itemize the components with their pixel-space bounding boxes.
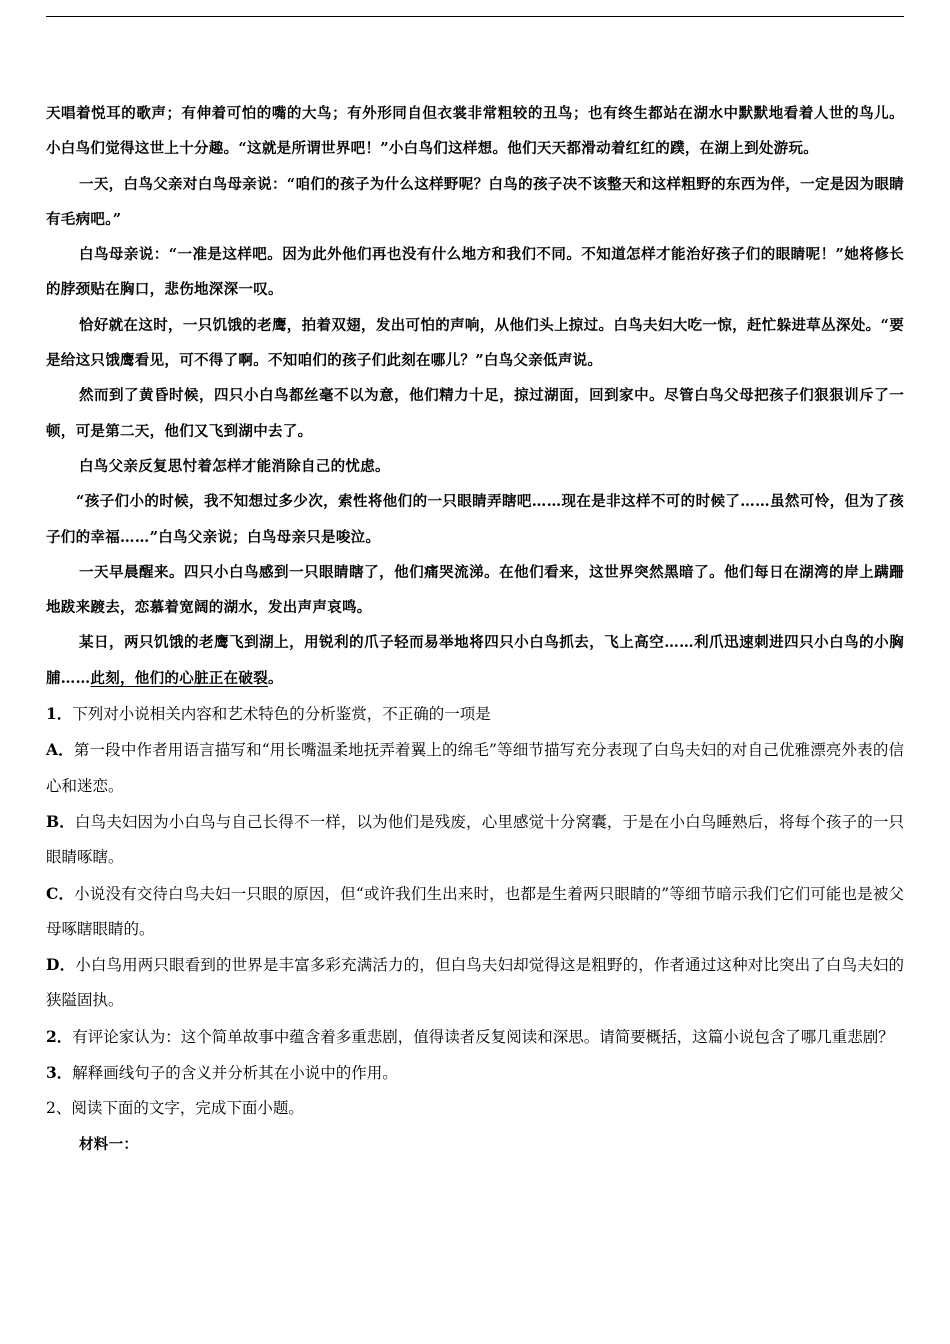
option-label: D． bbox=[46, 955, 76, 975]
option-c bbox=[46, 876, 904, 948]
story-paragraph: 一天，白鸟父亲对白鸟母亲说：“咱们的孩子为什么这样野呢？白鸟的孩子决不该整天和这样粗野的东西为伴，一定是因为眼睛有毛病吧。” bbox=[46, 175, 904, 228]
story-paragraph: 然而到了黄昏时候，四只小白鸟都丝毫不以为意，他们精力十足，掠过湖面，回到家中。尽管白鸟父母把孩子们狠狠训斥了一顿，可是第二天，他们又飞到湖中去了。 bbox=[46, 387, 904, 440]
question-number: 3． bbox=[46, 1063, 73, 1083]
option-label: B． bbox=[46, 811, 75, 831]
story-paragraph: 一天早晨醒来。四只小白鸟感到一只眼睛瞎了，他们痛哭流涕。在他们看来，这世界突然黑暗了。他们每日在湖湾的岸上蹒跚地跋来踱去，恋慕着宽阔的湖水，发出声声哀鸣。 bbox=[46, 563, 904, 617]
story-paragraph bbox=[46, 625, 904, 696]
question-number: 1． bbox=[46, 704, 73, 724]
story-text: 某日，两只饥饿的老鹰飞到湖上，用锐利的爪子轻而易举地将四只小白鸟抓去，飞上高空……利爪迅速刺进四只小白鸟的小胸脯…… bbox=[46, 634, 904, 687]
option-text: 白鸟夫妇因为小白鸟与自己长得不一样，以为他们是残废，心里感觉十分窝囊，于是在小白鸟睡熟后，将每个孩子的一只眼睛啄瞎。 bbox=[46, 812, 904, 867]
question-text: 有评论家认为：这个简单故事中蕴含着多重悲剧，值得读者反复阅读和深思。请简要概括，这篇小说包含了哪几重悲剧？ bbox=[72, 1027, 894, 1046]
option-text: 小白鸟用两只眼看到的世界是丰富多彩充满活力的，但白鸟夫妇却觉得这是粗野的，作者通过这种对比突出了白鸟夫妇的狭隘固执。 bbox=[46, 956, 904, 1010]
option-d bbox=[46, 947, 904, 1019]
story-paragraph: 白鸟母亲说：“一准是这样吧。因为此外他们再也没有什么地方和我们不同。不知道怎样才能治好孩子们的眼睛呢！”她将修长的脖颈贴在胸口，悲伤地深深一叹。 bbox=[46, 246, 904, 299]
question-2 bbox=[46, 1019, 904, 1055]
question-number: 2． bbox=[46, 1026, 73, 1046]
story-paragraph: 恰好就在这时，一只饥饿的老鹰，拍着双翅，发出可怕的声响，从他们头上掠过。白鸟夫妇大吃一惊，赶忙躲进草丛深处。“要是给这只饿鹰看见，可不得了啊。不知咱们的孩子们此刻在哪儿？”白鸟父亲低声说。 bbox=[46, 316, 904, 370]
option-text: 小说没有交待白鸟夫妇一只眼的原因，但“或许我们生出来时，也都是生着两只眼睛的”等细节暗示我们它们可能也是被父母啄瞎眼睛的。 bbox=[46, 884, 904, 938]
question-1 bbox=[46, 696, 904, 732]
option-a bbox=[46, 732, 904, 804]
option-b bbox=[46, 804, 904, 876]
underlined-sentence: 此刻，他们的心脏正在破裂 bbox=[90, 669, 269, 687]
story-text: 。 bbox=[268, 669, 283, 687]
story-paragraph: 天唱着悦耳的歌声；有伸着可怕的嘴的大鸟；有外形同自但衣裳非常粗较的丑鸟；也有终生都站在湖水中默默地看着人世的鸟儿。小白鸟们觉得这世上十分趣。“这就是所谓世界吧！”小白鸟们这样想。他们天天都滑动着红红的蹼，在湖上到处游玩。 bbox=[46, 105, 904, 158]
option-text: 第一段中作者用语言描写和“用长嘴温柔地抚弄着翼上的绵毛”等细节描写充分表现了白鸟夫妇的对自己优雅漂亮外表的信心和迷恋。 bbox=[46, 741, 904, 795]
section-heading: 2、阅读下面的文字，完成下面小题。 bbox=[46, 1099, 304, 1118]
question-text: 下列对小说相关内容和艺术特色的分析鉴赏，不正确的一项是 bbox=[72, 705, 491, 724]
material-label: 材料一： bbox=[79, 1135, 139, 1153]
question-3 bbox=[46, 1055, 904, 1091]
header-rule bbox=[46, 16, 904, 17]
story-paragraph: 白鸟父亲反复思忖着怎样才能消除自己的忧虑。 bbox=[79, 457, 390, 475]
document-body bbox=[46, 96, 904, 1162]
option-label: C． bbox=[46, 883, 75, 903]
story-paragraph: “孩子们小的时候，我不知想过多少次，索性将他们的一只眼睛弄瞎吧……现在是非这样不可的时候了……虽然可怜，但为了孩子们的幸福……”白鸟父亲说；白鸟母亲只是唆泣。 bbox=[46, 493, 904, 546]
question-text: 解释画线句子的含义并分析其在小说中的作用。 bbox=[72, 1064, 398, 1083]
option-label: A． bbox=[46, 740, 74, 760]
